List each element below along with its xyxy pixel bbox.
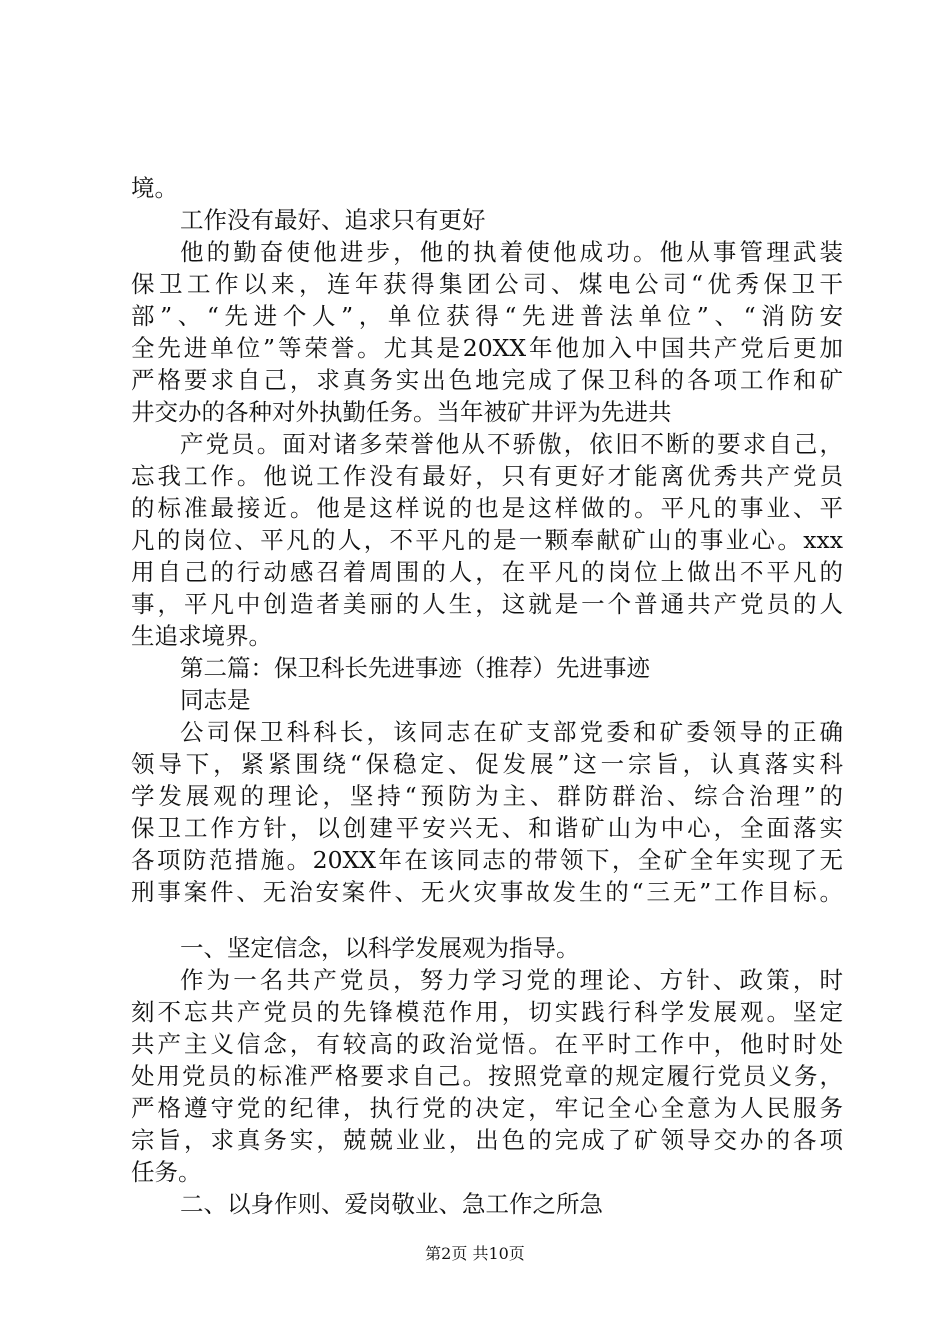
text-line: 任务。	[131, 1158, 202, 1186]
text-line: 保卫工作以来，连年获得集团公司、煤电公司“优秀保卫干	[131, 270, 843, 298]
text-line: 生追求境界。	[131, 622, 272, 650]
text-line: 境。	[131, 174, 178, 202]
text-line: 领导下，紧紧围绕“保稳定、促发展”这一宗旨，认真落实科	[131, 750, 843, 778]
text-line: 产党员。面对诸多荣誉他从不骄傲，依旧不断的要求自己，	[180, 430, 843, 458]
section-heading: 工作没有最好、追求只有更好	[180, 206, 486, 234]
text-line: 宗旨，求真务实，兢兢业业，出色的完成了矿领导交办的各项	[131, 1126, 843, 1154]
text-line: 严格遵守党的纪律，执行党的决定，牢记全心全意为人民服务	[131, 1094, 843, 1122]
text-line: 保卫工作方针，以创建平安兴无、和谐矿山为中心，全面落实	[131, 814, 843, 842]
text-line: 他的勤奋使他进步，他的执着使他成功。他从事管理武装	[180, 238, 843, 266]
text-line: 各项防范措施。20XX年在该同志的带领下，全矿全年实现了无	[131, 846, 843, 874]
text-line: 井交办的各种对外执勤任务。当年被矿井评为先进共	[131, 398, 672, 426]
text-line: 作为一名共产党员，努力学习党的理论、方针、政策，时	[180, 966, 843, 994]
text-line: 的标准最接近。他是这样说的也是这样做的。平凡的事业、平	[131, 494, 843, 522]
section-heading: 二、以身作则、爱岗敬业、急工作之所急	[180, 1190, 603, 1218]
page-number: 第2页 共10页	[425, 1244, 525, 1263]
text-line: 学发展观的理论，坚持“预防为主、群防群治、综合治理”的	[131, 782, 843, 810]
text-line: 事，平凡中创造者美丽的人生，这就是一个普通共产党员的人	[131, 590, 843, 618]
text-line: 全先进单位”等荣誉。尤其是20XX年他加入中国共产党后更加	[131, 334, 843, 362]
text-line: 处用党员的标准严格要求自己。按照党章的规定履行党员义务，	[131, 1062, 843, 1090]
text-line: 忘我工作。他说工作没有最好，只有更好才能离优秀共产党员	[131, 462, 843, 490]
text-line: 同志是	[180, 686, 251, 714]
text-line: 公司保卫科科长，该同志在矿支部党委和矿委领导的正确	[180, 718, 843, 746]
text-line: 用自己的行动感召着周围的人，在平凡的岗位上做出不平凡的	[131, 558, 843, 586]
text-line: 严格要求自己，求真务实出色地完成了保卫科的各项工作和矿	[131, 366, 843, 394]
text-line: 刻不忘共产党员的先锋模范作用，切实践行科学发展观。坚定	[131, 998, 843, 1026]
text-line: 刑事案件、无治安案件、无火灾事故发生的“三无”工作目标。	[131, 878, 843, 906]
section-heading: 一、坚定信念，以科学发展观为指导。	[180, 934, 580, 962]
text-line: 凡的岗位、平凡的人，不平凡的是一颗奉献矿山的事业心。xxx	[131, 526, 843, 554]
text-line: 共产主义信念，有较高的政治觉悟。在平时工作中，他时时处	[131, 1030, 843, 1058]
text-line: 部”、“先进个人”，单位获得“先进普法单位”、“消防安	[131, 302, 843, 330]
section-heading: 第二篇：保卫科长先进事迹（推荐）先进事迹	[180, 654, 650, 682]
